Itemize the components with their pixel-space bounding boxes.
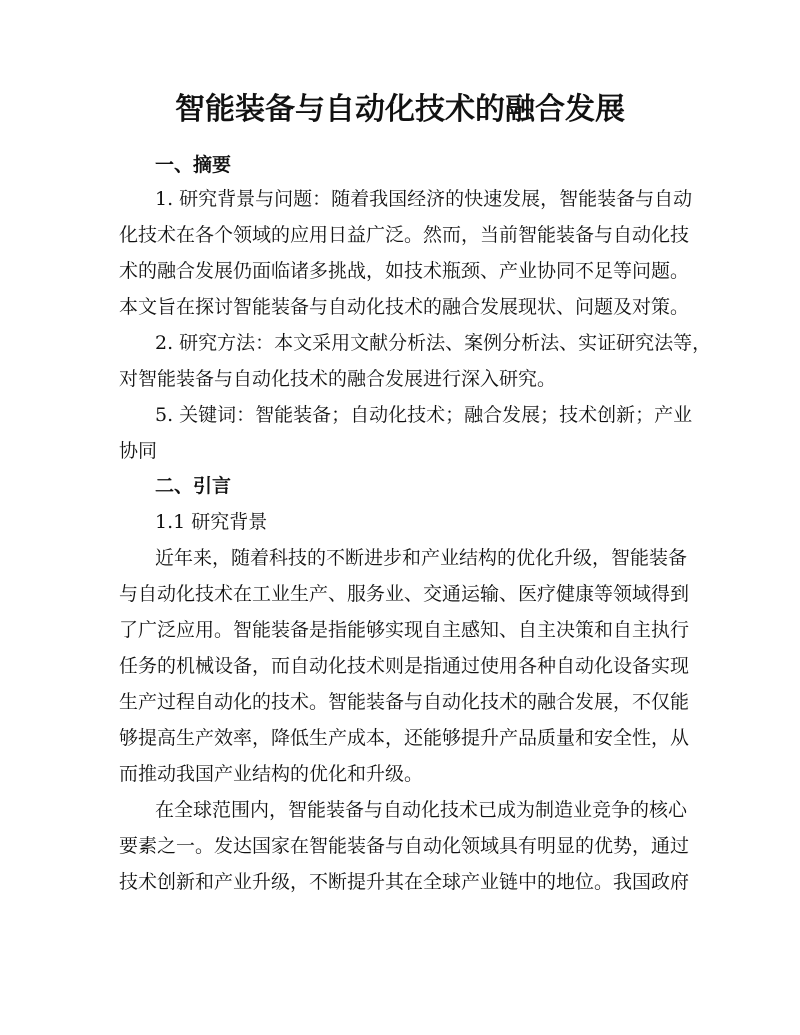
section-heading-introduction: 二、引言 [155,475,232,497]
paragraph-1-line-2: 与自动化技术在工业生产、服务业、交通运输、医疗健康等领域得到 [119,583,690,605]
paragraph-1-line-1: 近年来，随着科技的不断进步和产业结构的优化升级，智能装备 [155,547,688,569]
paragraph-1-line-4: 任务的机械设备，而自动化技术则是指通过使用各种自动化设备实现 [119,655,690,677]
paragraph-2-line-2: 要素之一。发达国家在智能装备与自动化领域具有明显的优势，通过 [119,835,690,857]
abstract-item-keywords-line-2: 协同 [119,440,158,462]
paragraph-1-line-5: 生产过程自动化的技术。智能装备与自动化技术的融合发展，不仅能 [119,691,690,713]
abstract-item-background-line-1: 1. 研究背景与问题：随着我国经济的快速发展，智能装备与自动 [155,188,693,210]
abstract-item-method-line-1: 2. 研究方法：本文采用文献分析法、案例分析法、实证研究法等， [155,332,712,354]
paragraph-2-line-1: 在全球范围内，智能装备与自动化技术已成为制造业竞争的核心 [155,799,688,821]
paragraph-1-line-6: 够提高生产效率，降低生产成本，还能够提升产品质量和安全性，从 [119,727,690,749]
paragraph-1-line-3: 了广泛应用。智能装备是指能够实现自主感知、自主决策和自主执行 [119,619,690,641]
abstract-item-background-line-4: 本文旨在探讨智能装备与自动化技术的融合发展现状、问题及对策。 [119,296,690,318]
abstract-item-keywords-line-1: 5. 关键词：智能装备；自动化技术；融合发展；技术创新；产业 [155,404,693,426]
section-heading-abstract: 一、摘要 [155,154,232,176]
abstract-item-background-line-3: 术的融合发展仍面临诸多挑战，如技术瓶颈、产业协同不足等问题。 [119,260,690,282]
document-title: 智能装备与自动化技术的融合发展 [175,92,625,127]
abstract-item-method-line-2: 对智能装备与自动化技术的融合发展进行深入研究。 [119,368,557,390]
subsection-heading-research-background: 1.1 研究背景 [155,511,268,533]
abstract-item-background-line-2: 化技术在各个领域的应用日益广泛。然而，当前智能装备与自动化技 [119,224,690,246]
paragraph-2-line-3: 技术创新和产业升级，不断提升其在全球产业链中的地位。我国政府 [119,871,690,893]
paragraph-1-line-7: 而推动我国产业结构的优化和升级。 [119,763,424,785]
